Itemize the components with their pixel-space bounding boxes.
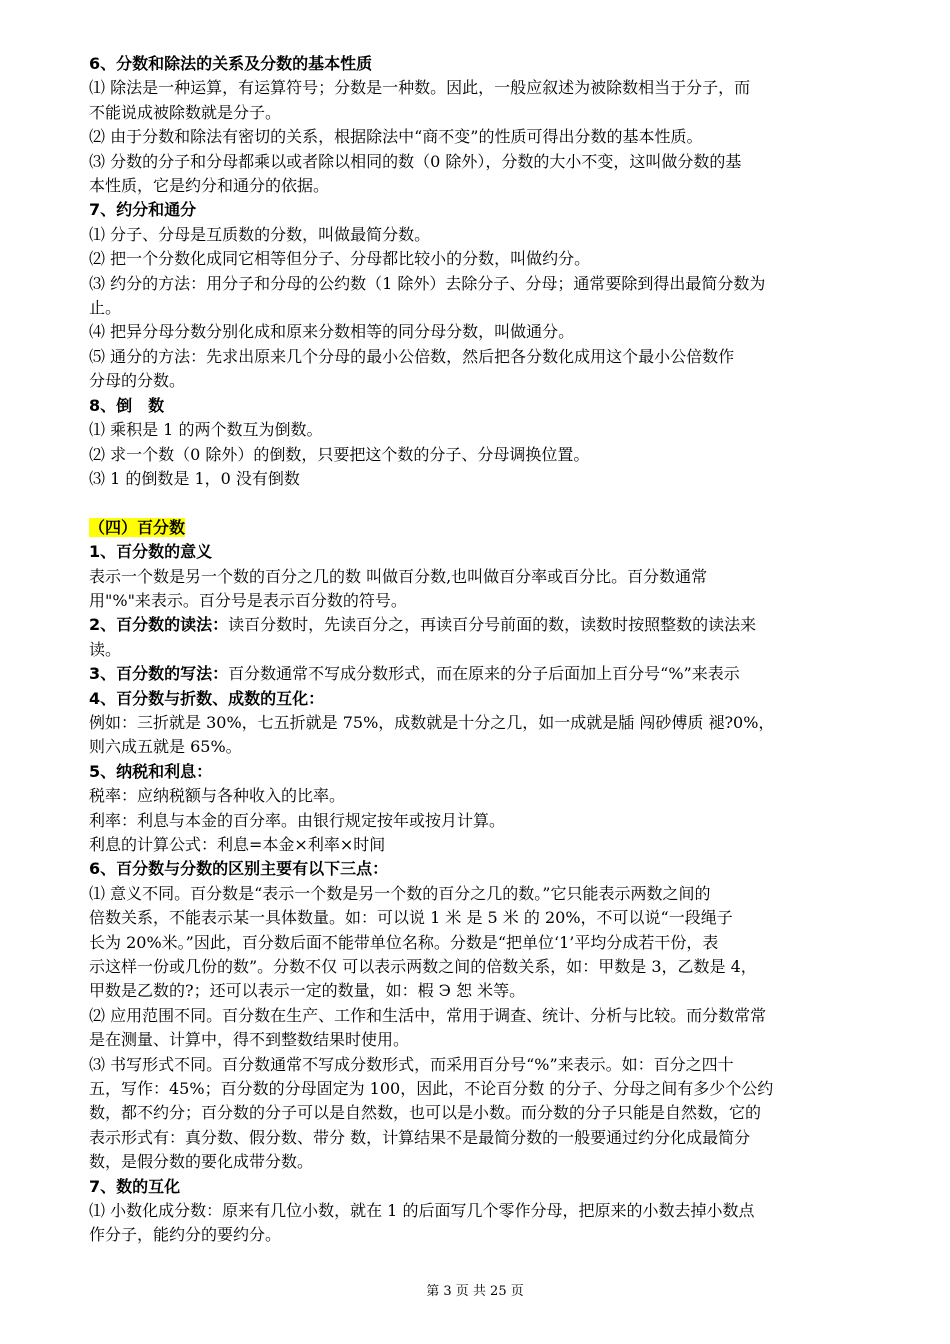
text-line: ⑴ 意义不同。百分数是“表示一个数是另一个数的百分之几的数。”它只能表示两数之间的 xyxy=(89,883,711,903)
page-footer: 第 3 页 共 25 页 xyxy=(426,1284,524,1299)
section-heading: 7、约分和通分 xyxy=(89,200,197,220)
text-line: 作分子，能约分的要约分。 xyxy=(89,1225,282,1245)
section-heading: 5、纳税和利息： xyxy=(89,761,213,781)
text-line: ⑵ 由于分数和除法有密切的关系，根据除法中“商不变”的性质可得出分数的基本性质。 xyxy=(89,127,703,147)
text-line: ⑴ 乘积是 1 的两个数互为倒数。 xyxy=(89,420,323,440)
text-line: ⑶ 书写形式不同。百分数通常不写成分数形式，而采用百分号“%”来表示。如：百分之四十 xyxy=(89,1054,734,1074)
text-line: 数，都不约分；百分数的分子可以是自然数，也可以是小数。而分数的分子只能是自然数，它的 xyxy=(89,1103,762,1123)
text-line: 五，写作：45%；百分数的分母固定为 100，因此，不论百分数 的分子、分母之间有多少个公约 xyxy=(89,1079,774,1099)
paragraph xyxy=(89,662,864,686)
section-heading: 4、百分数与折数、成数的互化： xyxy=(89,688,325,708)
section-heading: 6、百分数与分数的区别主要有以下三点： xyxy=(89,859,389,879)
text-line: 例如：三折就是 30%，七五折就是 75%，成数就是十分之几，如一成就是牐 闯砂傅质 褪?0%， xyxy=(89,712,775,732)
text-line: 表示形式有：真分数、假分数、带分 数，计算结果不是最简分数的一般要通过约分化成最简分 xyxy=(89,1127,751,1147)
text-line: ⑵ 应用范围不同。百分数在生产、工作和生活中，常用于调查、统计、分析与比较。而分数常常 xyxy=(89,1005,767,1025)
inline-heading: 2、百分数的读法： xyxy=(89,615,229,635)
text-line: 本性质，它是约分和通分的依据。 xyxy=(89,176,330,196)
text-line: 表示一个数是另一个数的百分之几的数 叫做百分数,也叫做百分率或百分比。百分数通常 xyxy=(89,566,708,586)
section-heading: 7、数的互化 xyxy=(89,1176,181,1196)
text-line: ⑶ 约分的方法：用分子和分母的公约数（1 除外）去除分子、分母；通常要除到得出最简分数为 xyxy=(89,273,766,293)
text-line: ⑶ 1 的倒数是 1，0 没有倒数 xyxy=(89,468,300,488)
paragraph xyxy=(89,613,864,637)
text-line: ⑴ 小数化成分数：原来有几位小数，就在 1 的后面写几个零作分母，把原来的小数去掉小数点 xyxy=(89,1201,755,1221)
text-line: ⑶ 分数的分子和分母都乘以或者除以相同的数（0 除外），分数的大小不变，这叫做分数的基 xyxy=(89,151,742,171)
section-heading: 6、分数和除法的关系及分数的基本性质 xyxy=(89,54,373,73)
section-heading: 1、百分数的意义 xyxy=(89,542,213,562)
text-line: 数，是假分数的要化成带分数。 xyxy=(89,1152,314,1172)
text-line: 读。 xyxy=(89,639,122,659)
inline-text: 百分数通常不写成分数形式，而在原来的分子后面加上百分号“%”来表示 xyxy=(228,664,740,684)
page-content xyxy=(89,52,864,1248)
text-line: ⑴ 分子、分母是互质数的分数，叫做最简分数。 xyxy=(89,224,431,244)
text-line: 则六成五就是 65%。 xyxy=(89,737,242,757)
text-line: ⑴ 除法是一种运算，有运算符号；分数是一种数。因此，一般应叙述为被除数相当于分子，而 xyxy=(89,78,751,98)
inline-heading: 3、百分数的写法： xyxy=(89,664,229,684)
text-line: ⑷ 把异分母分数分别化成和原来分数相等的同分母分数，叫做通分。 xyxy=(89,322,575,342)
spacer xyxy=(89,491,864,515)
part-title: （四）百分数 xyxy=(89,517,186,537)
text-line: 是在测量、计算中，得不到整数结果时使用。 xyxy=(89,1030,410,1050)
text-line: ⑸ 通分的方法：先求出原来几个分母的最小公倍数，然后把各分数化成用这个最小公倍数作 xyxy=(89,346,735,366)
text-line: 用"%"来表示。百分号是表示百分数的符号。 xyxy=(89,590,407,610)
text-line: 税率：应纳税额与各种收入的比率。 xyxy=(89,786,346,806)
section-heading: 8、倒 数 xyxy=(89,395,165,415)
text-line: 不能说成被除数就是分子。 xyxy=(89,102,282,122)
text-line: 甲数是乙数的?；还可以表示一定的数量，如：椵 Э 恕 米等。 xyxy=(89,981,526,1001)
text-line: 止。 xyxy=(89,298,122,318)
part-heading xyxy=(89,516,864,540)
text-line: 利率：利息与本金的百分率。由银行规定按年或按月计算。 xyxy=(89,810,506,830)
inline-text: 读百分数时，先读百分之，再读百分号前面的数，读数时按照整数的读法来 xyxy=(228,615,757,635)
text-line: 示这样一份或几份的数”。分数不仅 可以表示两数之间的倍数关系，如：甲数是 3，乙数是 4， xyxy=(89,957,757,977)
text-line: ⑵ 求一个数（0 除外）的倒数，只要把这个数的分子、分母调换位置。 xyxy=(89,444,590,464)
text-line: 分母的分数。 xyxy=(89,371,186,391)
text-line: 长为 20%米。”因此，百分数后面不能带单位名称。分数是“把单位‘1’平均分成若干份，表 xyxy=(89,932,719,952)
text-line: ⑵ 把一个分数化成同它相等但分子、分母都比较小的分数，叫做约分。 xyxy=(89,249,591,269)
text-line: 倍数关系，不能表示某一具体数量。如：可以说 1 米 是 5 米 的 20%，不可以说“一段绳子 xyxy=(89,908,733,928)
text-line: 利息的计算公式：利息=本金×利率×时间 xyxy=(89,834,386,854)
